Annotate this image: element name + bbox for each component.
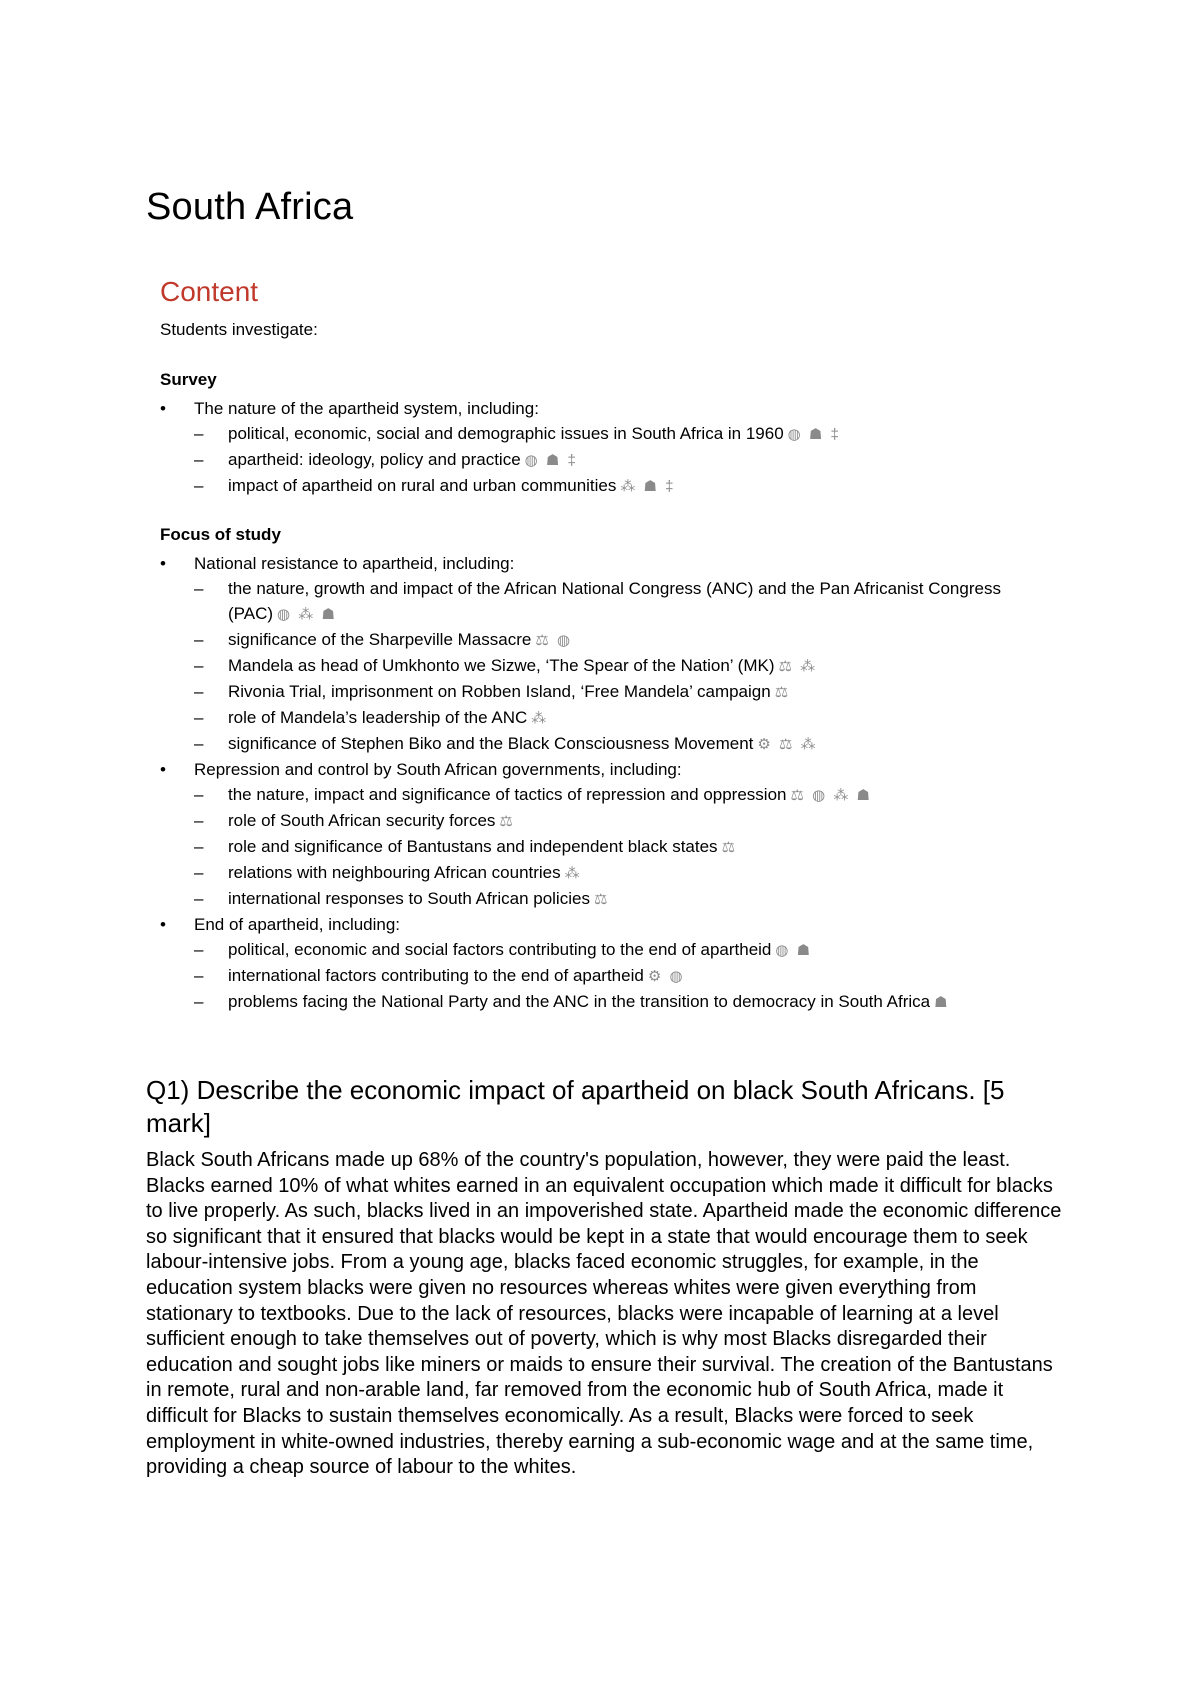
sub-list (194, 782, 1060, 912)
syllabus-concept-icon: ⚙ ⚖ ⁂ (757, 736, 818, 753)
syllabus-concept-icon: ⁂ ☗ ‡ (620, 478, 676, 495)
content-box (160, 276, 1060, 1041)
sub-item (160, 989, 1060, 1015)
syllabus-concept-icon: ◍ ☗ ‡ (524, 452, 578, 469)
bullet-item (160, 912, 1060, 1015)
sub-item (160, 653, 1060, 679)
bullet-text: The nature of the apartheid system, including: (194, 399, 539, 418)
content-sections (160, 370, 1060, 1015)
bullet-list (160, 551, 1060, 1015)
syllabus-concept-icon: ◍ ⁂ ☗ (277, 606, 337, 623)
syllabus-section (160, 370, 1060, 499)
syllabus-concept-icon: ☗ (934, 994, 950, 1011)
content-heading: Content (160, 276, 259, 307)
sub-item (160, 731, 1060, 757)
sub-item (160, 782, 1060, 808)
syllabus-concept-icon: ⚖ (721, 839, 738, 856)
bullet-text: End of apartheid, including: (194, 915, 401, 934)
syllabus-concept-icon: ⚙ ◍ (647, 968, 685, 985)
syllabus-concept-icon: ⁂ (564, 865, 582, 882)
sub-list (194, 576, 1060, 757)
sub-item-text: Mandela as head of Umkhonto we Sizwe, ‘The Spear of the Nation’ (MK) (228, 656, 775, 675)
bullet-text: National resistance to apartheid, including: (194, 554, 515, 573)
section-heading: Focus of study (160, 525, 281, 544)
sub-item-text: international factors contributing to the end of apartheid (228, 966, 644, 985)
sub-item (160, 679, 1060, 705)
content-intro: Students investigate: (160, 320, 318, 339)
sub-item (160, 963, 1060, 989)
syllabus-concept-icon: ⚖ ◍ (535, 632, 573, 649)
sub-item (160, 860, 1060, 886)
sub-item-text: the nature, growth and impact of the African National Congress (ANC) and the Pan Africanist Congress (PAC) (228, 579, 1001, 623)
sub-list (194, 421, 1060, 499)
sub-item (160, 937, 1060, 963)
bullet-text: Repression and control by South African governments, including: (194, 760, 682, 779)
sub-item-text: the nature, impact and significance of tactics of repression and oppression (228, 785, 787, 804)
sub-item (160, 473, 1060, 499)
sub-item-text: problems facing the National Party and the ANC in the transition to democracy in South Africa (228, 992, 931, 1011)
sub-item (160, 886, 1060, 912)
syllabus-concept-icon: ⚖ (774, 684, 791, 701)
syllabus-concept-icon: ⚖ ⁂ (778, 658, 818, 675)
sub-item (160, 421, 1060, 447)
sub-item-text: apartheid: ideology, policy and practice (228, 450, 521, 469)
syllabus-concept-icon: ⚖ (499, 813, 515, 830)
syllabus-concept-icon: ⚖ ◍ ⁂ ☗ (790, 787, 872, 804)
syllabus-section (160, 525, 1060, 1015)
sub-item-text: role of Mandela’s leadership of the ANC (228, 708, 528, 727)
sub-item-text: political, economic, social and demographic issues in South Africa in 1960 (228, 424, 784, 443)
sub-item-text: significance of Stephen Biko and the Black Consciousness Movement (228, 734, 754, 753)
sub-item-text: Rivonia Trial, imprisonment on Robben Island, ‘Free Mandela’ campaign (228, 682, 771, 701)
sub-item (160, 808, 1060, 834)
sub-list (194, 937, 1060, 1015)
syllabus-concept-icon: ◍ ☗ ‡ (787, 426, 841, 443)
sub-item (160, 834, 1060, 860)
sub-item (160, 447, 1060, 473)
sub-item-text: impact of apartheid on rural and urban communities (228, 476, 617, 495)
sub-item-text: international responses to South African policies (228, 889, 590, 908)
syllabus-concept-icon: ⁂ (531, 710, 549, 727)
syllabus-concept-icon: ⚖ (593, 891, 610, 908)
bullet-item (160, 396, 1060, 499)
bullet-item (160, 551, 1060, 757)
question-title: Q1) Describe the economic impact of apartheid on black South Africans. [5 mark] (146, 1075, 1005, 1138)
sub-item-text: political, economic and social factors contributing to the end of apartheid (228, 940, 772, 959)
question-answer: Black South Africans made up 68% of the country's population, however, they were paid the least. Blacks earned 10% of what whites earned in an equivalent occupation which made it difficult for blacks to live properly. As such, blacks lived in an impoverished state. Apartheid made the economic difference so significant that it ensured that blacks would be kept in a state that would encourage them to seek labour-intensive jobs. From a young age, blacks faced economic struggles, for example, in the education system blacks were given no resources whereas whites were given everything from stationary to textbooks. Due to the lack of resources, blacks were incapable of learning at a level sufficient enough to take themselves out of poverty, which is why most Blacks disregarded their education and sought jobs like miners or maids to ensure their survival. The creation of the Bantustans in remote, rural and non-arable land, far removed from the economic hub of South Africa, made it difficult for Blacks to sustain themselves economically. As a result, Blacks were forced to seek employment in white-owned industries, thereby earning a sub-economic wage and at the same time, providing a cheap source of labour to the whites. (146, 1149, 1062, 1479)
bullet-item (160, 757, 1060, 912)
sub-item-text: role of South African security forces (228, 811, 496, 830)
syllabus-concept-icon: ◍ ☗ (775, 942, 813, 959)
section-heading: Survey (160, 370, 217, 389)
bullet-list (160, 396, 1060, 499)
sub-item-text: significance of the Sharpeville Massacre (228, 630, 532, 649)
sub-item-text: role and significance of Bantustans and independent black states (228, 837, 718, 856)
sub-item-text: relations with neighbouring African countries (228, 863, 561, 882)
sub-item (160, 576, 1060, 627)
page-title: South Africa (146, 186, 354, 228)
sub-item (160, 627, 1060, 653)
sub-item (160, 705, 1060, 731)
